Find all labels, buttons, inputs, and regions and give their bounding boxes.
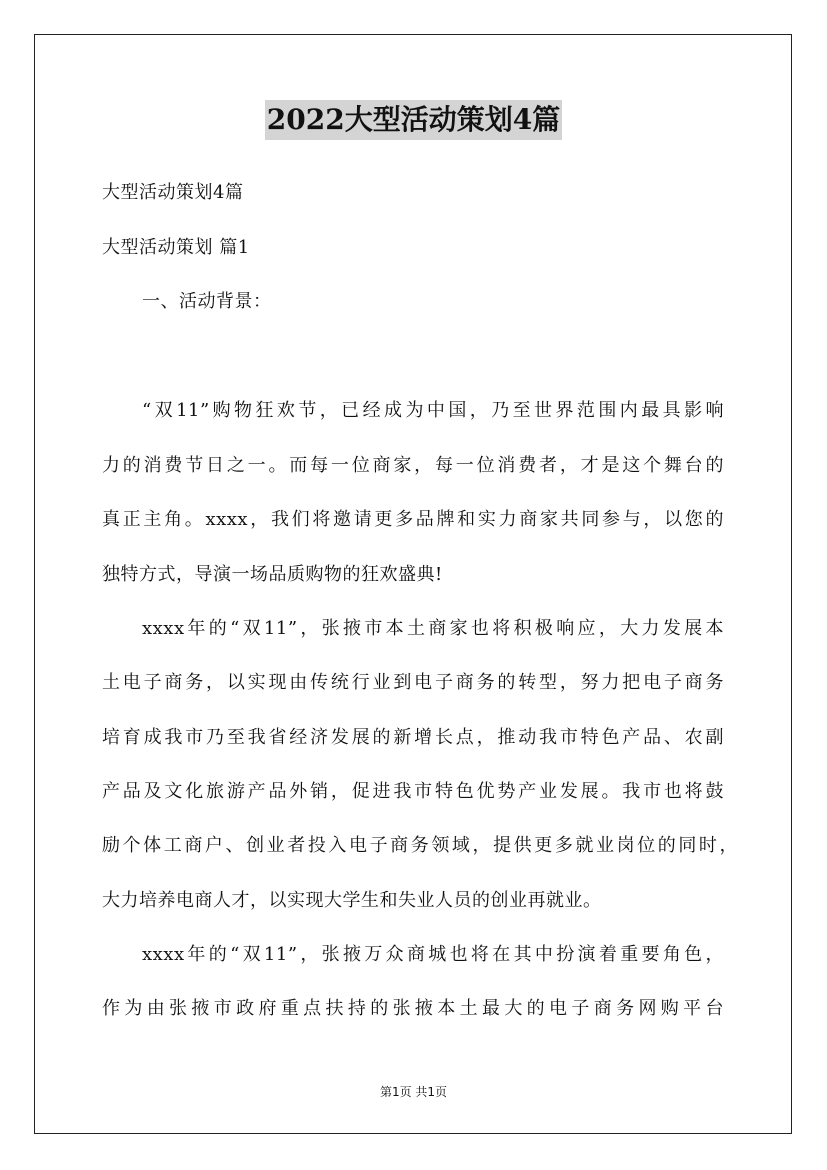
document-title: 2022大型活动策划4篇 bbox=[265, 100, 562, 140]
paragraph3-line: xxxx年的“双11”，张掖万众商城也将在其中扮演着重要角色， bbox=[142, 944, 724, 965]
paragraph2-line: 培育成我市乃至我省经济发展的新增长点，推动我市特色产品、农副 bbox=[102, 727, 724, 748]
paragraph2-line: 励个体工商户、创业者投入电子商务领域，提供更多就业岗位的同时， bbox=[102, 835, 738, 856]
paragraph2-line: xxxx年的“双11”，张掖市本土商家也将积极响应，大力发展本 bbox=[142, 618, 724, 639]
subtitle: 大型活动策划4篇 bbox=[102, 182, 244, 203]
section-heading: 大型活动策划 篇1 bbox=[102, 237, 250, 258]
paragraph1-line: 独特方式，导演一场品质购物的狂欢盛典! bbox=[102, 564, 443, 585]
paragraph2-line: 土电子商务，以实现由传统行业到电子商务的转型，努力把电子商务 bbox=[102, 672, 724, 693]
page-number-footer: 第1页 共1页 bbox=[379, 1085, 448, 1099]
paragraph1-line: “双11”购物狂欢节，已经成为中国，乃至世界范围内最具影响 bbox=[142, 400, 724, 421]
paragraph1-line: 力的消费节日之一。而每一位商家，每一位消费者，才是这个舞台的 bbox=[102, 455, 724, 476]
paragraph2-line: 大力培养电商人才，以实现大学生和失业人员的创业再就业。 bbox=[102, 890, 602, 911]
sub-heading: 一、活动背景： bbox=[142, 291, 272, 312]
title-container bbox=[0, 100, 827, 140]
paragraph3-line: 作为由张掖市政府重点扶持的张掖本土最大的电子商务网购平台 bbox=[102, 998, 724, 1019]
paragraph1-line: 真正主角。xxxx，我们将邀请更多品牌和实力商家共同参与，以您的 bbox=[102, 509, 724, 530]
paragraph2-line: 产品及文化旅游产品外销，促进我市特色优势产业发展。我市也将鼓 bbox=[102, 781, 724, 802]
